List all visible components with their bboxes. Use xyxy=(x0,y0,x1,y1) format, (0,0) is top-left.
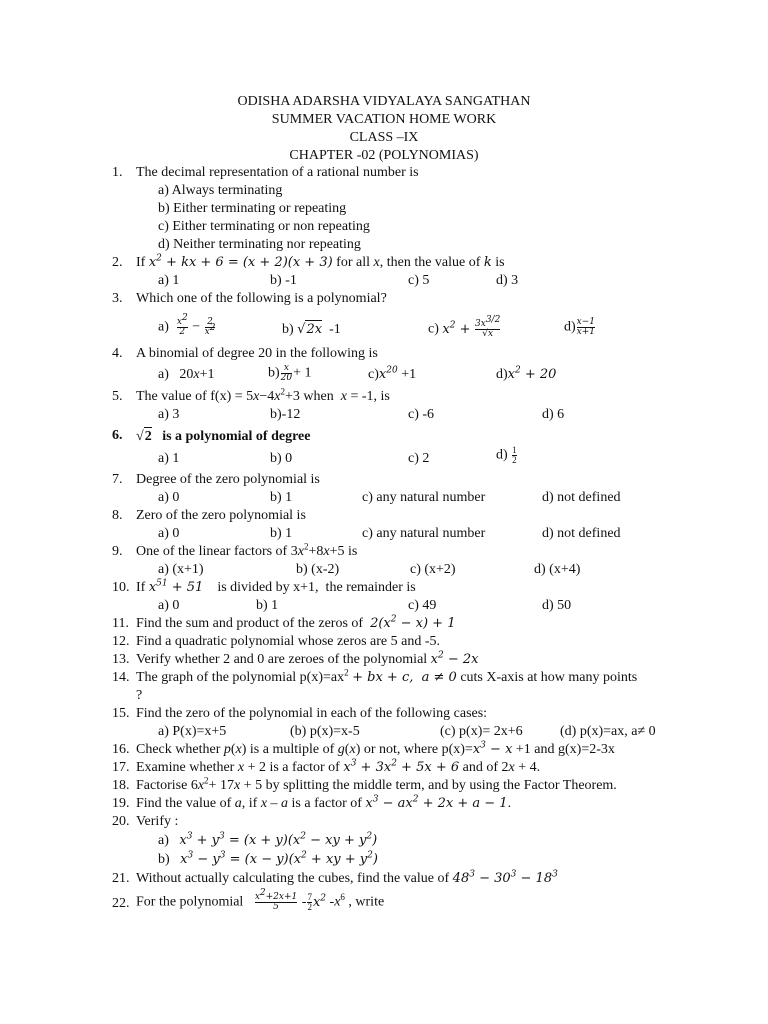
question-number: 15. xyxy=(112,706,130,721)
option-d: $d)x^2 + 20$ xyxy=(496,365,557,382)
question-text: The value of $f(x) = 5x-4x^2+3$ when x = -1, is xyxy=(136,386,390,404)
question-number: 6. xyxy=(112,428,123,443)
option-c: (c) p(x)= 2x+6 xyxy=(440,724,523,739)
option-d: d) $\frac{x-1}{x+1}$ xyxy=(564,317,596,337)
question-number: 1. xyxy=(112,165,123,180)
option-a: a) 1 xyxy=(158,273,180,288)
identity-b: b) $x^3 - y^3 = (x - y)(x^2$ + xy + $y^2$) xyxy=(158,850,378,867)
option-c: c) 2 xyxy=(408,451,430,466)
option-c: $c)x^{20} +1$ xyxy=(368,365,417,382)
question-text: Examine whether x + 2 is a factor of $x^3 + 3x^2 + 5x + 6$ and of 2x + 4. xyxy=(136,758,541,775)
question-text: Zero of the zero polynomial is xyxy=(136,508,306,523)
question-text: For the polynomial $\frac{x^2+2x+1}{5}$ - $\frac{7}{2}$ $x^2$ $-x^6$ , write xyxy=(136,888,385,912)
option-d: d) 3 xyxy=(496,273,519,288)
question-text: Find the zero of the polynomial in each of the following cases: xyxy=(136,706,488,721)
option-d: d) 6 xyxy=(542,407,565,422)
question-number: 4. xyxy=(112,346,123,361)
question-text: √2 is a polynomial of degree xyxy=(136,429,311,444)
option-b: b) 1 xyxy=(270,526,293,541)
option-d: d) (x+4) xyxy=(534,562,581,577)
question-number: 2. xyxy=(112,255,123,270)
option-a: a) 20x+1 xyxy=(158,367,215,382)
option-a: a) 3 xyxy=(158,407,180,422)
option-d: d) $\frac{1}{2}$ xyxy=(496,445,517,465)
question-number: 9. xyxy=(112,544,123,559)
option-a: a) 1 xyxy=(158,451,180,466)
question-text: Check whether p(x) is a multiple of g(x) or not, where $p(x)=x^3 - x +1$ and g(x)=2-3x xyxy=(136,740,615,757)
question-text: Find the value of a, if x – a is a factor of $x^3 - ax^2 + 2x + a - 1$. xyxy=(136,794,512,811)
question-number: 13. xyxy=(112,652,130,667)
question-text: If $x^{51} + 51$ is divided by x+1, the remainder is xyxy=(136,578,416,595)
option-c: c) -6 xyxy=(408,407,435,422)
question-number: 7. xyxy=(112,472,123,487)
option-b: b) Either terminating or repeating xyxy=(158,201,347,216)
question-text: Verify : xyxy=(136,814,179,829)
option-b: b) (x-2) xyxy=(296,562,340,577)
question-number: 12. xyxy=(112,634,130,649)
option-a: a) 0 xyxy=(158,526,180,541)
question-text: One of the linear factors of $3x^2+8x+5$ is xyxy=(136,541,358,559)
question-number: 22. xyxy=(112,896,130,911)
question-text: The decimal representation of a rational number is xyxy=(136,165,419,180)
option-c: c) $x^2$ + $\frac{3x^{3/2}}{√x}$ xyxy=(428,315,501,339)
option-c: c) 5 xyxy=(408,273,430,288)
option-b: b) $\frac{x}{20}$ + 1 xyxy=(268,363,312,383)
question-number: 5. xyxy=(112,389,123,404)
homework-title: SUMMER VACATION HOME WORK xyxy=(271,112,497,127)
question-text: Verify whether 2 and 0 are zeroes of the polynomial $x^2 - 2x$ xyxy=(136,650,479,667)
option-c: c) Either terminating or non repeating xyxy=(158,219,370,234)
option-b: b)-12 xyxy=(270,407,301,422)
class-label: CLASS –IX xyxy=(349,130,419,145)
question-number: 17. xyxy=(112,760,130,775)
option-b: b) √2x -1 xyxy=(282,322,341,337)
question-number: 10. xyxy=(112,580,130,595)
option-b: b) -1 xyxy=(270,273,297,288)
option-d: d) not defined xyxy=(542,526,621,541)
question-text: If $x^2$ + kx + 6 = (x + 2)(x + 3) for all x, then the value of k is xyxy=(136,253,505,270)
option-c: c) 49 xyxy=(408,598,437,613)
question-text: Which one of the following is a polynomial? xyxy=(136,291,387,306)
option-b: b) 1 xyxy=(256,598,279,613)
option-d: d) Neither terminating nor repeating xyxy=(158,237,361,252)
question-text: The graph of the polynomial $p(x)=ax^2$ + bx + c, a ≠ 0 cuts X-axis at how many points xyxy=(136,667,638,685)
question-number: 8. xyxy=(112,508,123,523)
option-c: c) any natural number xyxy=(362,526,486,541)
question-number: 18. xyxy=(112,778,130,793)
option-d: (d) p(x)=ax, a≠ 0 xyxy=(560,724,656,739)
question-text-cont: ? xyxy=(136,688,143,703)
question-text: Degree of the zero polynomial is xyxy=(136,472,320,487)
question-number: 21. xyxy=(112,871,130,886)
option-b: b) 1 xyxy=(270,490,293,505)
option-d: d) not defined xyxy=(542,490,621,505)
school-name: ODISHA ADARSHA VIDYALAYA SANGATHAN xyxy=(237,94,531,109)
question-number: 3. xyxy=(112,291,123,306)
question-number: 20. xyxy=(112,814,130,829)
option-a: a) Always terminating xyxy=(158,183,283,198)
option-a: a) 0 xyxy=(158,490,180,505)
question-text: Without actually calculating the cubes, find the value of $48^3 - 30^3 - 18^3$ xyxy=(136,869,558,886)
question-text: Find a quadratic polynomial whose zeros are 5 and -5. xyxy=(136,634,441,649)
option-d: d) 50 xyxy=(542,598,572,613)
option-a: a) 0 xyxy=(158,598,180,613)
question-number: 16. xyxy=(112,742,130,757)
option-c: c) (x+2) xyxy=(410,562,456,577)
question-number: 19. xyxy=(112,796,130,811)
question-text: Find the sum and product of the zeros of $2(x^2 - x) + 1$ xyxy=(136,614,456,631)
chapter-title: CHAPTER -02 (POLYNOMIAS) xyxy=(289,148,479,163)
option-a: a) (x+1) xyxy=(158,562,204,577)
question-text: Factorise $6x^2+ 17x + 5$ by splitting the middle term, and by using the Factor Theorem. xyxy=(136,775,617,793)
option-b: b) 0 xyxy=(270,451,293,466)
option-a: a) $\frac{x^2}{2}$ − $\frac{2}{x^2}$ xyxy=(158,313,216,337)
question-number: 11. xyxy=(112,616,129,631)
option-c: c) any natural number xyxy=(362,490,486,505)
option-b: (b) p(x)=x-5 xyxy=(290,724,360,739)
option-a: a) P(x)=x+5 xyxy=(158,724,227,739)
question-text: A binomial of degree 20 in the following is xyxy=(136,346,378,361)
question-number: 14. xyxy=(112,670,130,685)
identity-a: a) $x^3 + y^3 = (x + y)(x^2$ − xy + $y^2$) xyxy=(158,831,378,848)
